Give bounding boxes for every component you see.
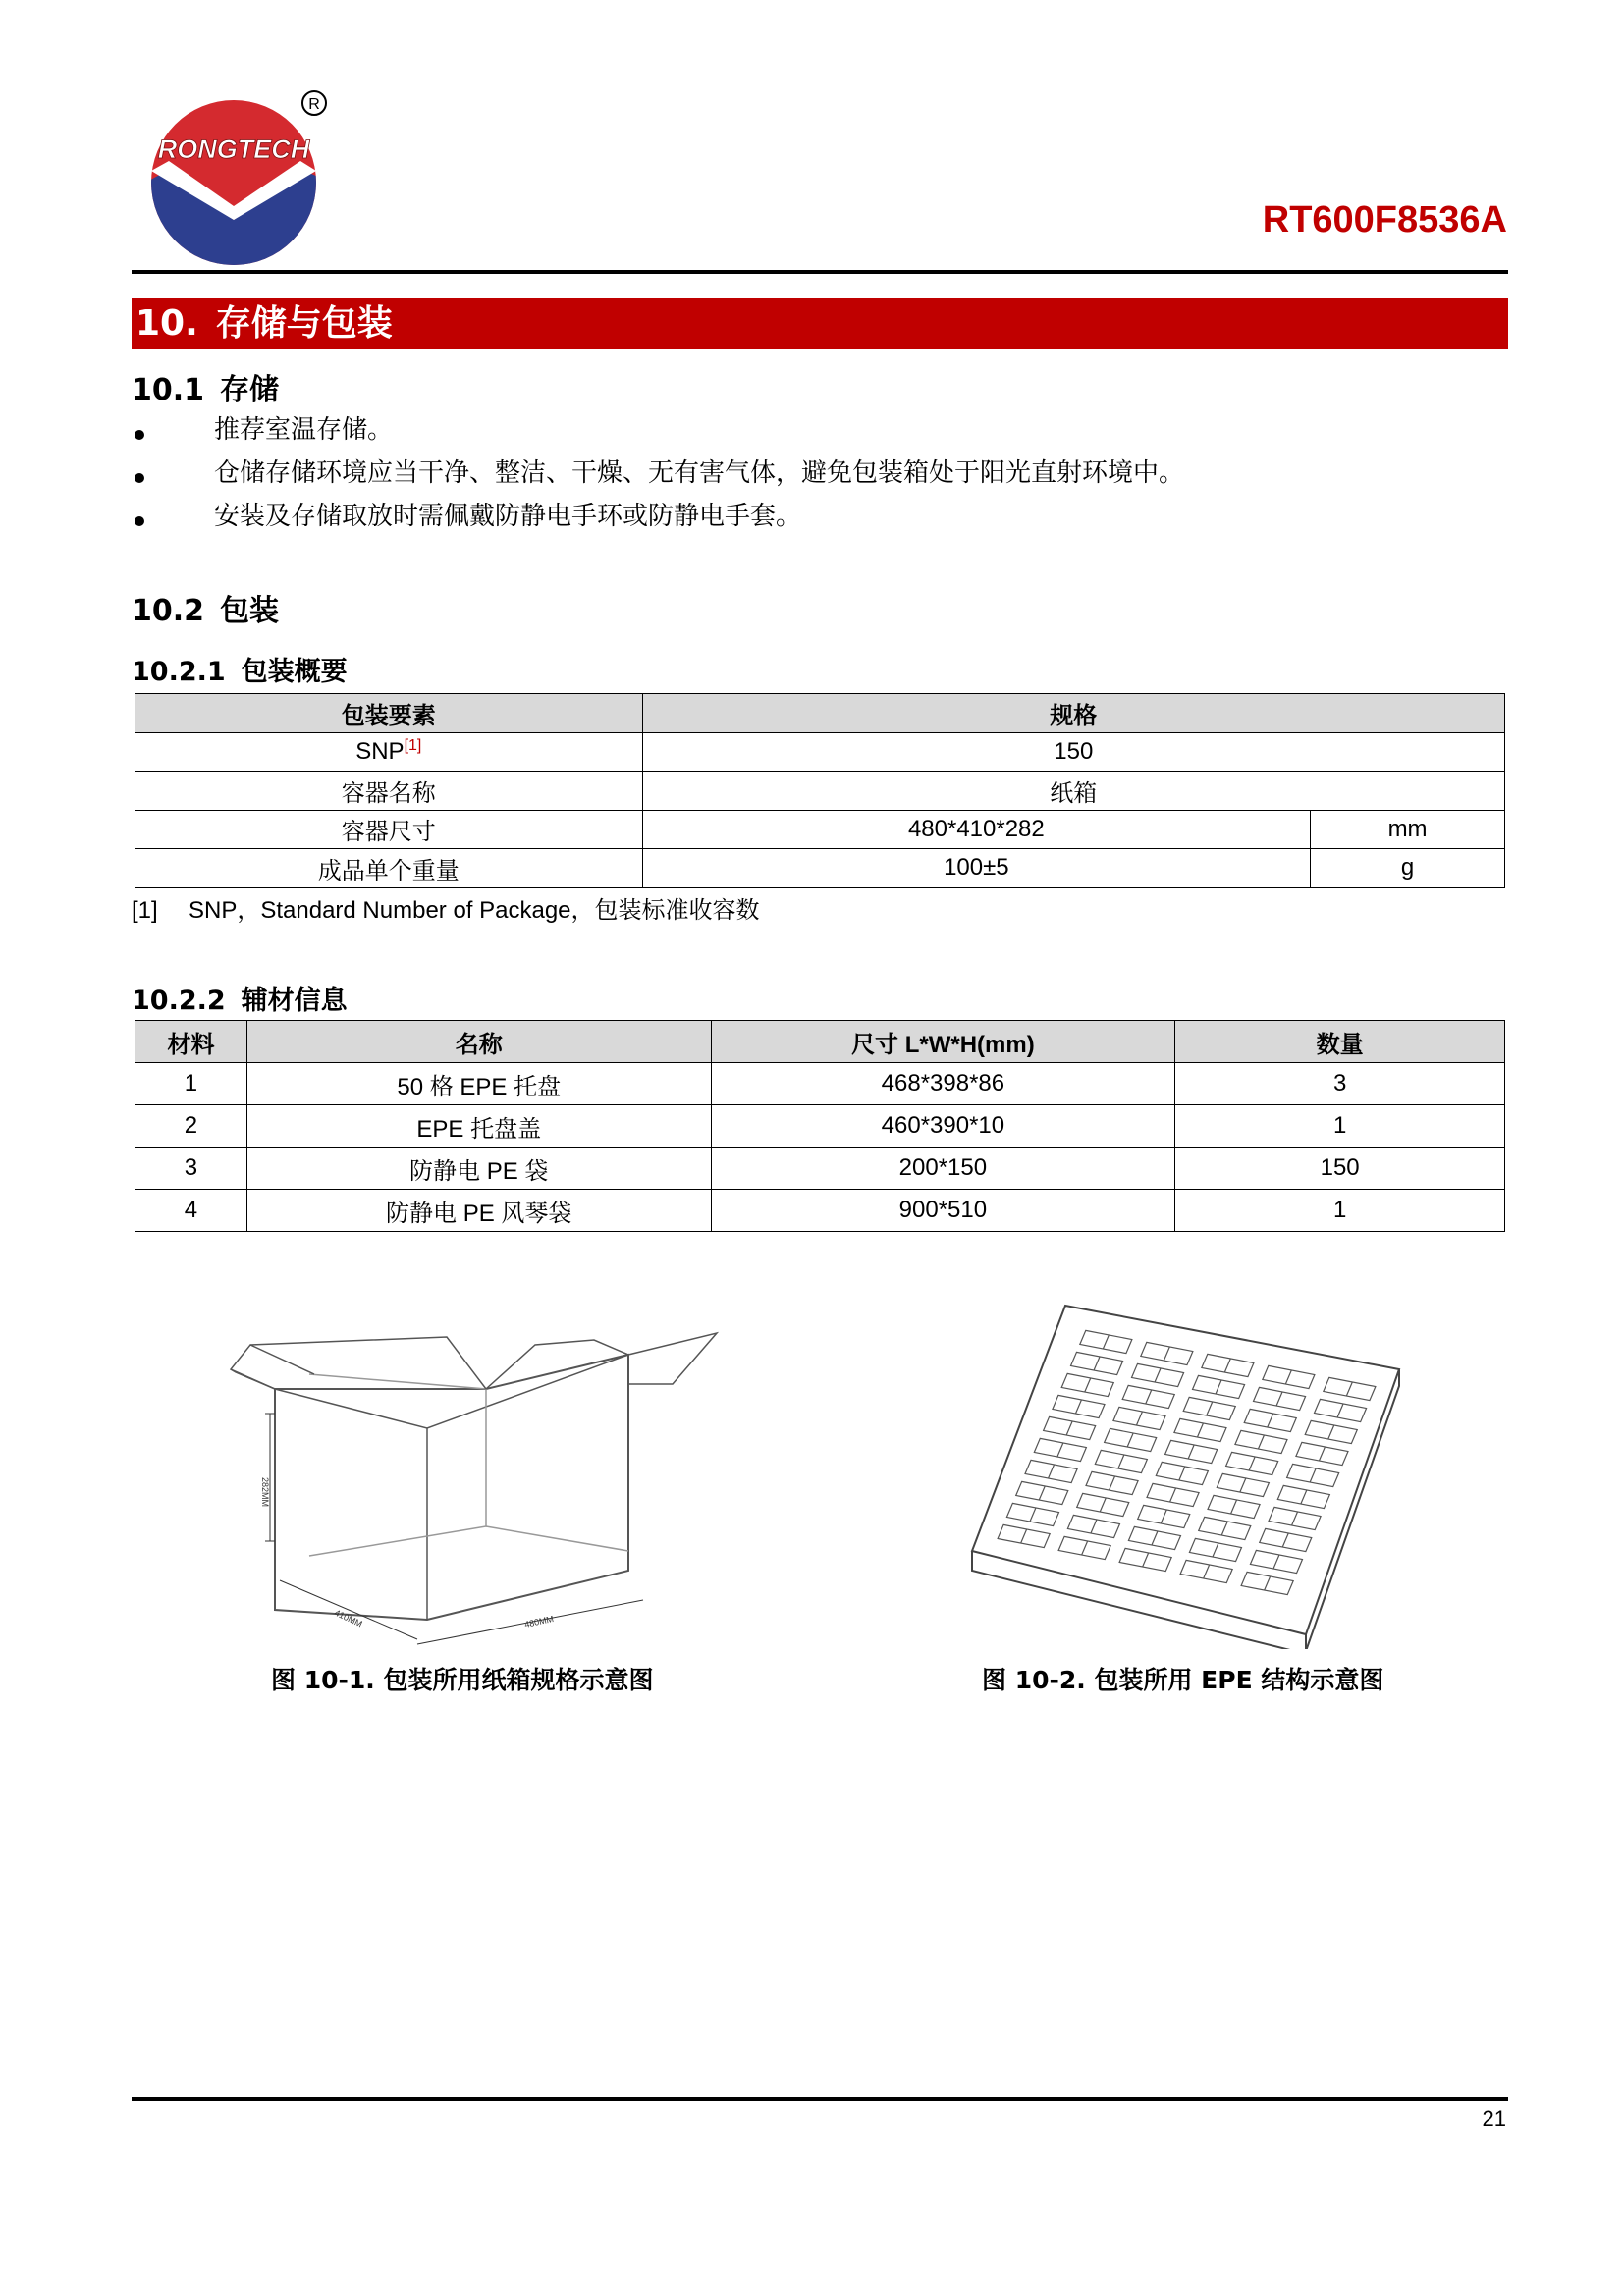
aux-heading [132,979,348,1017]
figure-caption-carton: 图 10-1. 包装所用纸箱规格示意图 [271,1666,654,1694]
table-row [135,849,1505,888]
tray-cell-divider [1155,1368,1161,1382]
tray-cell-divider [1328,1425,1334,1439]
tray-cell-divider [1240,1478,1246,1492]
table-cell: 200*150 [711,1148,1175,1190]
tray-cell-divider [1292,1512,1298,1525]
tray-cell-divider [1221,1522,1227,1535]
aux-material-table [135,1020,1505,1232]
tray-cell-divider [1091,1520,1097,1533]
table-cell: 150 [642,732,1504,772]
tray-cell-divider [1231,1500,1237,1514]
list-item: 安装及存储取放时需佩戴防静电手环或防静电手套。 [132,495,1487,538]
table-cell: 900*510 [711,1190,1175,1232]
tray-cell-divider [1136,1412,1142,1425]
tray-cell-divider [1103,1335,1109,1349]
logo-text: RONGTECH [157,134,310,164]
table-cell: 4 [135,1190,247,1232]
list-item: 仓储存储环境应当干净、整洁、干燥、无有害气体，避免包装箱处于阳光直射环境中。 [132,452,1487,495]
storage-heading [132,365,279,408]
table-row [135,1063,1505,1105]
table-cell: 成品单个重量 [135,849,643,888]
column-header: 规格 [642,694,1504,733]
tray-cell-divider [1301,1490,1307,1504]
dimension-width-label: 410MM [333,1607,364,1629]
overview-heading [132,650,348,688]
storage-list [132,408,1487,538]
tray-cell-divider [1276,1392,1282,1406]
table-cell: 1 [1175,1105,1505,1148]
figure-caption-epe: 图 10-2. 包装所用 EPE 结构示意图 [982,1666,1384,1694]
table-row [135,1190,1505,1232]
tray-cell-divider [1346,1382,1352,1396]
overview-heading-text: 包装概要 [241,657,348,687]
tray-cell-divider [1273,1555,1279,1569]
table-cell: 3 [1175,1063,1505,1105]
tray-cell-divider [1075,1400,1081,1414]
footer-rule [132,2097,1508,2101]
tray-cell-divider [1188,1445,1194,1459]
table-cell: 468*398*86 [711,1063,1175,1105]
footnote-text: SNP，Standard Number of Package，包装标准收容数 [189,897,760,924]
tray-cell-divider [1057,1443,1063,1457]
table-cell: 480*410*282 [642,810,1311,849]
dimension-height-label: 282MM [260,1477,270,1508]
table-row [135,1105,1505,1148]
tray-cell-divider [1049,1465,1055,1478]
tray-cell-divider [1152,1531,1158,1545]
tray-cell-divider [1268,1414,1273,1427]
aux-heading-text: 辅材信息 [241,986,348,1016]
table-row [135,772,1505,811]
tray-cell-divider [1197,1423,1203,1437]
tray-cell-divider [1337,1404,1343,1417]
tray-cell-divider [1310,1468,1316,1482]
list-item: 推荐室温存储。 [132,408,1487,452]
table-cell: mm [1311,810,1505,849]
document-code: RT600F8536A [1262,199,1507,240]
epe-tray-figure [967,1296,1409,1649]
tray-cell-divider [1204,1565,1210,1578]
column-header: 名称 [246,1021,711,1063]
logo-registered-mark: R [308,96,320,113]
table-cell: 460*390*10 [711,1105,1175,1148]
section-title: 存储与包装 [215,303,393,344]
rongtech-logo [147,88,330,265]
header-rule [132,270,1508,274]
tray-cell-divider [1213,1543,1218,1557]
table-row [135,732,1505,772]
tray-cell-divider [1282,1533,1288,1547]
section-number: 10. [135,303,198,344]
section-banner [132,298,1508,349]
tray-cell-divider [1082,1541,1088,1555]
tray-cell-divider [1161,1510,1166,1523]
tray-cell-divider [1039,1486,1045,1500]
table-cell: 容器尺寸 [135,810,643,849]
table-cell: 1 [135,1063,247,1105]
table-cell: 50 格 EPE 托盘 [246,1063,711,1105]
carton-box-figure [221,1315,731,1654]
column-header: 数量 [1175,1021,1505,1063]
table-cell: 3 [135,1148,247,1190]
tray-cell-divider [1319,1447,1325,1461]
tray-cell-divider [1164,1347,1169,1361]
table-cell: 防静电 PE 袋 [246,1148,711,1190]
tray-cell-divider [1285,1370,1291,1384]
table-cell [135,732,643,772]
snp-label: SNP [355,738,405,766]
tray-cell-divider [1207,1402,1213,1415]
dimension-length-label: 480MM [523,1613,555,1629]
packaging-heading [132,586,279,629]
tray-cell-grid [998,1330,1376,1594]
page-number: 21 [1482,2107,1506,2131]
footnote-ref: [1] [404,737,422,755]
tray-cell-divider [1118,1455,1124,1468]
column-header: 尺寸 L*W*H(mm) [711,1021,1175,1063]
column-header: 材料 [135,1021,247,1063]
tray-cell-divider [1110,1476,1115,1490]
table-cell: g [1311,849,1505,888]
tray-cell-divider [1066,1421,1072,1435]
aux-heading-number: 10.2.2 [132,986,226,1016]
table-header-row [135,694,1505,733]
tray-cell-divider [1265,1576,1271,1590]
tray-cell-divider [1146,1390,1152,1404]
table-cell: 1 [1175,1190,1505,1232]
tray-cell-divider [1100,1498,1106,1512]
table-cell: 150 [1175,1148,1505,1190]
footnote-mark: [1] [132,897,158,924]
storage-heading-number: 10.1 [132,373,205,407]
tray-cell-divider [1094,1357,1100,1370]
table-row [135,810,1505,849]
tray-cell-divider [1216,1380,1221,1394]
table-cell: 防静电 PE 风琴袋 [246,1190,711,1232]
tray-cell-divider [1170,1488,1176,1502]
table-header-row [135,1021,1505,1063]
table-cell: 纸箱 [642,772,1504,811]
overview-heading-number: 10.2.1 [132,657,226,687]
table-cell: EPE 托盘盖 [246,1105,711,1148]
table-footnote [132,890,760,925]
tray-cell-divider [1258,1435,1264,1449]
table-cell: 2 [135,1105,247,1148]
packaging-heading-number: 10.2 [132,594,205,628]
tray-cell-divider [1143,1553,1149,1567]
tray-cell-divider [1127,1433,1133,1447]
packaging-heading-text: 包装 [220,594,280,628]
table-cell: 容器名称 [135,772,643,811]
tray-cell-divider [1224,1359,1230,1372]
tray-cell-divider [1030,1508,1036,1522]
tray-cell-divider [1249,1457,1255,1470]
column-header: 包装要素 [135,694,643,733]
table-cell: 100±5 [642,849,1311,888]
package-overview-table [135,693,1505,888]
tray-cell-divider [1179,1467,1185,1480]
storage-heading-text: 存储 [220,373,280,407]
tray-cell-divider [1085,1378,1091,1392]
tray-cell-divider [1021,1529,1027,1543]
table-row [135,1148,1505,1190]
